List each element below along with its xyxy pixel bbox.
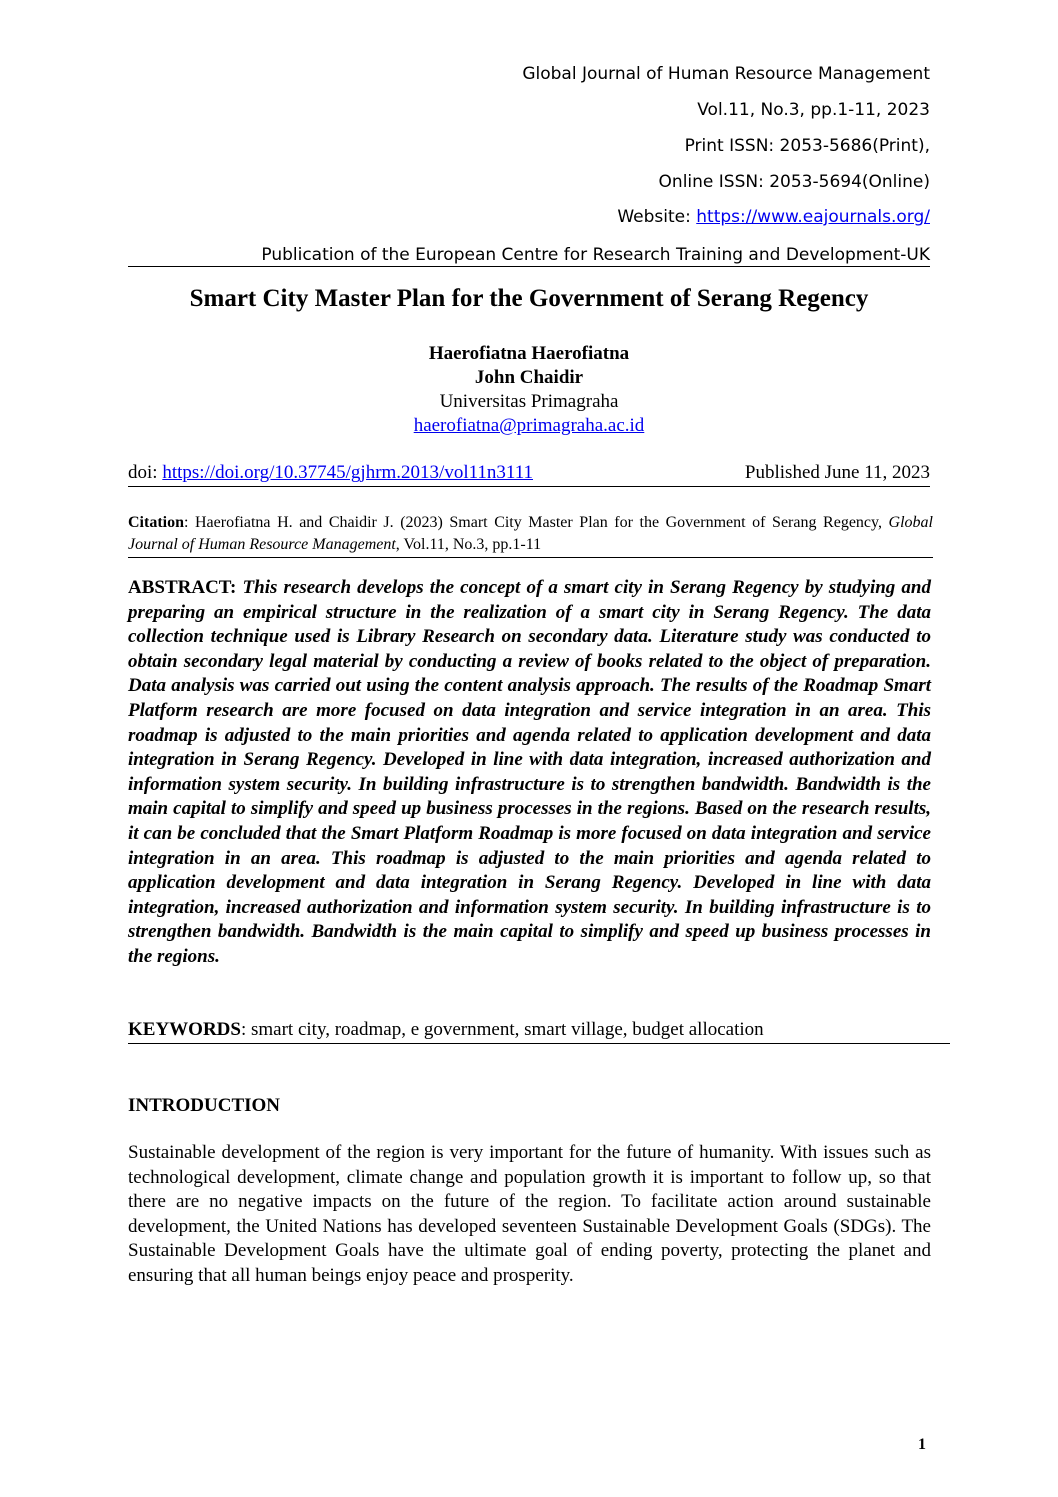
abstract-label: ABSTRACT: xyxy=(128,577,237,598)
email-line xyxy=(128,415,930,437)
doi-info xyxy=(128,462,533,484)
keywords xyxy=(128,1019,950,1044)
abstract xyxy=(128,576,931,970)
journal-name: Global Journal of Human Resource Management xyxy=(522,64,930,84)
published-date: Published June 11, 2023 xyxy=(744,462,930,483)
doi-row xyxy=(128,462,930,487)
doi-link[interactable]: https://doi.org/10.37745/gjhrm.2013/vol11n3111 xyxy=(162,462,533,483)
journal-volume: Vol.11, No.3, pp.1-11, 2023 xyxy=(697,100,930,120)
website-label: Website: xyxy=(617,207,697,227)
citation-text-2: , Vol.11, No.3, pp.1-11 xyxy=(395,536,542,553)
introduction-paragraph: Sustainable development of the region is very important for the future of humanity. With issues such as technological development, climate change and population growth it is important to follow up, so that there are no negative impacts on the future of the region. To facilitate action around sustainable development, the United Nations has developed seventeen Sustainable Development Goals (SDGs). The Sustainable Development Goals have the ultimate goal of ending poverty, protecting the planet and ensuring that all human beings enjoy peace and prosperity. xyxy=(128,1142,931,1286)
doi-label: doi: xyxy=(128,462,163,483)
author-1: Haerofiatna Haerofiatna xyxy=(428,343,630,364)
introduction-heading: INTRODUCTION xyxy=(128,1095,281,1116)
paper-title: Smart City Master Plan for the Government of Serang Regency xyxy=(189,285,869,312)
website-line xyxy=(617,207,930,227)
keywords-text: : smart city, roadmap, e government, smart village, budget allocation xyxy=(240,1019,764,1040)
keywords-label: KEYWORDS xyxy=(128,1019,241,1040)
publication-line: Publication of the European Centre for Research Training and Development-UK xyxy=(128,245,930,267)
citation-text-1: : Haerofiatna H. and Chaidir J. (2023) Smart City Master Plan for the Government of Serang Regency, xyxy=(184,514,889,531)
online-issn: Online ISSN: 2053-5694(Online) xyxy=(658,172,930,192)
citation-journal: Global Journal of Human Resource Management xyxy=(128,514,933,553)
citation-label: Citation xyxy=(128,514,184,531)
author-2: John Chaidir xyxy=(474,367,584,388)
citation xyxy=(128,512,933,558)
website-link[interactable]: https://www.eajournals.org/ xyxy=(696,207,930,227)
abstract-text: This research develops the concept of a smart city in Serang Regency by studying and preparing an empirical structure in the realization of a smart city in Serang Regency. The data collection technique used is Library Research on secondary data. Literature study was conducted to obtain secondary legal material by conducting a review of books related to the object of preparation. Data analysis was carried out using the content analysis approach. The results of the Roadmap Smart Platform research are more focused on data integration and service integration in an area. This roadmap is adjusted to the main priorities and agenda related to application development and data integration in Serang Regency. Developed in line with data integration, increased authorization and information system security. In building infrastructure is to strengthen bandwidth. Bandwidth is the main capital to simplify and speed up business processes in the regions. Based on the research results, it can be concluded that the Smart Platform Roadmap is more focused on data integration and service integration in an area. This roadmap is adjusted to the main priorities and agenda related to application development and data integration in Serang Regency. Developed in line with data integration, increased authorization and information system security. In building infrastructure is to strengthen bandwidth. Bandwidth is the main capital to simplify and speed up business processes in the regions. xyxy=(128,577,931,967)
affiliation: Universitas Primagraha xyxy=(439,391,619,412)
page-number: 1 xyxy=(918,1436,926,1453)
email-link[interactable]: haerofiatna@primagraha.ac.id xyxy=(413,415,645,436)
print-issn: Print ISSN: 2053-5686(Print), xyxy=(684,136,930,156)
